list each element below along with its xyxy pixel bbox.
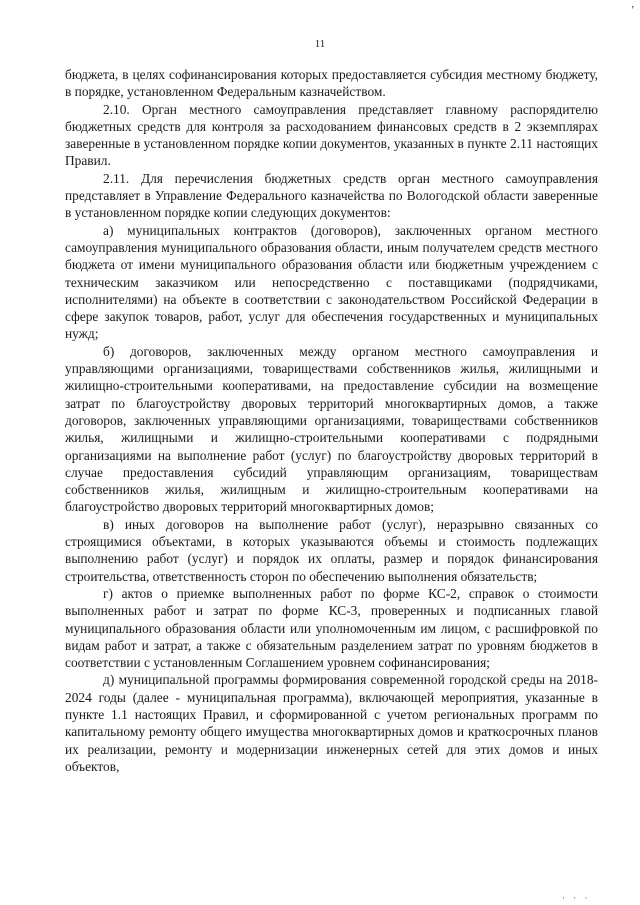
paragraph-2-11: 2.11. Для перечисления бюджетных средств орган местного самоуправления представляет в Управление Федерального казначейства по Вологодской области заверенные в установленном порядке копии следующих документов:: [65, 170, 598, 221]
footer-mark: · · ·: [562, 893, 591, 903]
paragraph-item-d: д) муниципальной программы формирования современной городской среды на 2018-2024 годы (далее - муниципальная программа), включающей мероприятия, указанные в пункте 1.1 настоящих Правил, и сформированной с учетом региональных программ по капитальному ремонту общего имущества многоквартирных домов и краткосрочных планов их реализации, ремонту и модернизации инженерных сетей для этих домов и иных объектов,: [65, 672, 598, 774]
paragraph-item-g: г) актов о приемке выполненных работ по форме КС-2, справок о стоимости выполненных работ и затрат по форме КС-3, проверенных и подписанных главой муниципального образования области или уполномоченным им лицом, с расшифровкой по видам работ и затрат, а также с обязательным разделением затрат по уровням бюджетов в соответствии с установленным Соглашением уровнем софинансирования;: [65, 585, 598, 671]
paragraph-2-10: 2.10. Орган местного самоуправления представляет главному распорядителю бюджетных средств для контроля за расходованием финансовых средств в 2 экземплярах заверенные в установленном порядке копии документов, указанных в пункте 2.11 настоящих Правил.: [65, 101, 598, 169]
paragraph-item-v: в) иных договоров на выполнение работ (услуг), неразрывно связанных со строящимися объектами, в которых указываются объемы и стоимость подлежащих выполнению работ (услуг) и порядок их оплаты, размер и порядок финансирования строительства, ответственность сторон по обеспечению выполнения обязательств;: [65, 516, 598, 584]
paragraph-budget-continuation: бюджета, в целях софинансирования которых предоставляется субсидия местному бюджету, в порядке, установленном Федеральным казначейством.: [65, 67, 598, 100]
paragraph-item-b: б) договоров, заключенных между органом местного самоуправления и управляющими организациями, товариществами собственников жилья, жилищными и жилищно-строительными кооперативами, на предоставление субсидии на возмещение затрат по благоустройству дворовых территорий многоквартирных домов, а также договоров, заключенных управляющими организациями, товариществами собственников жилья, жилищными и жилищно-строительными кооперативами с подрядными организациями на выполнение работ (услуг) по благоустройству дворовых территорий в случае предоставления субсидий управляющим организациям, товариществам собственников жилья, жилищным и жилищно-строительным кооперативами на благоустройство дворовых территорий многоквартирных домов;: [65, 343, 598, 515]
document-body: [65, 66, 598, 775]
corner-mark: ,: [631, 0, 634, 10]
page-number: 11: [314, 38, 326, 50]
paragraph-item-a: а) муниципальных контрактов (договоров), заключенных органом местного самоуправления муниципального образования области, иным получателем средств местного бюджета от имени муниципального образования области или бюджетным учреждением с техническим заказчиком или непосредственно с поставщиками (подрядчиками, исполнителями) на объекте в соответствии с законодательством Российской Федерации в сфере закупок товаров, работ, услуг для обеспечения государственных и муниципальных нужд;: [65, 222, 598, 342]
